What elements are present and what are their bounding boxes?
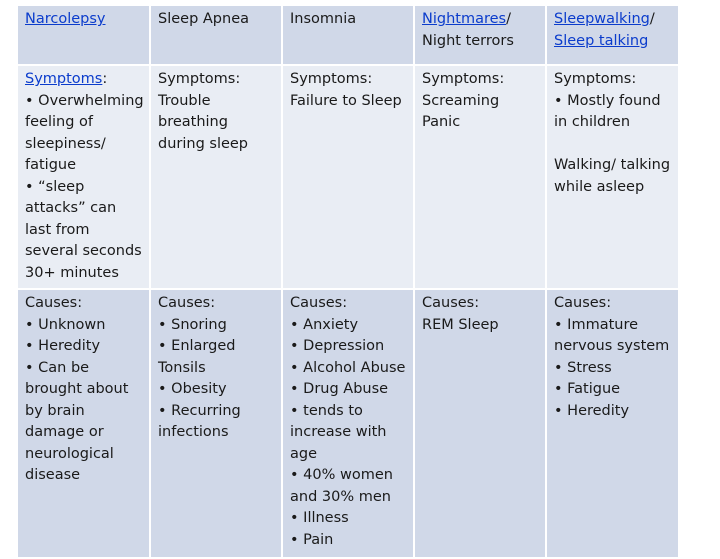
symptoms-row	[18, 65, 678, 289]
cause-item: • Illness	[290, 510, 349, 526]
header-text: Sleep Apnea	[158, 11, 250, 27]
header-cell	[18, 6, 150, 65]
cause-item: • Pain	[290, 531, 334, 548]
header-row	[18, 6, 678, 65]
symptoms-label-text: Symptoms	[422, 71, 500, 87]
cause-item: • Stress	[554, 359, 612, 376]
cause-item: • Enlarged Tonsils	[158, 338, 236, 376]
cause-item: • Fatigue	[554, 381, 621, 397]
symptoms-label	[554, 69, 675, 91]
header-text: Insomnia	[290, 11, 357, 27]
symptoms-cell	[18, 65, 150, 289]
symptoms-label	[290, 69, 410, 91]
symptom-item: • Mostly found in children	[554, 92, 661, 130]
symptoms-cell	[414, 65, 546, 289]
header-text: / Night terrors	[422, 11, 514, 49]
cause-item: • Immature nervous system	[554, 316, 670, 354]
cause-item: • Heredity	[554, 402, 630, 419]
causes-label: Causes:	[422, 295, 480, 311]
causes-cell	[414, 289, 546, 558]
causes-label: Causes:	[158, 295, 216, 311]
cause-item: • Snoring	[158, 316, 227, 333]
symptom-item: Panic	[422, 114, 461, 130]
header-link[interactable]: Narcolepsy	[25, 11, 106, 27]
causes-row	[18, 289, 678, 558]
causes-cell	[282, 289, 414, 558]
symptom-item: Failure to Sleep	[290, 92, 402, 109]
symptoms-label	[158, 69, 278, 91]
colon: :	[102, 71, 108, 87]
symptoms-label	[422, 69, 542, 91]
header-cell	[282, 6, 414, 65]
symptom-item: Screaming	[422, 92, 500, 109]
symptoms-cell	[150, 65, 282, 289]
colon: :	[499, 71, 505, 87]
cause-item: • Can be brought about by brain damage or neurological disease	[25, 359, 129, 483]
cause-item: • tends to increase with age	[290, 402, 387, 462]
causes-cell	[18, 289, 150, 558]
symptoms-label-text: Symptoms	[158, 71, 236, 87]
symptoms-cell	[282, 65, 414, 289]
cause-item: REM Sleep	[422, 316, 499, 333]
symptoms-label-text: Symptoms	[290, 71, 368, 87]
symptom-item: Trouble breathing during sleep	[158, 92, 249, 152]
cause-item: • Unknown	[25, 316, 106, 333]
header-link[interactable]: Nightmares	[422, 11, 507, 27]
cause-item: • Alcohol Abuse	[290, 359, 406, 376]
causes-label: Causes:	[290, 295, 348, 311]
cause-item: • Obesity	[158, 381, 227, 397]
cause-item: • 40% women and 30% men	[290, 467, 393, 505]
symptom-item: • Overwhelming feeling of sleepiness/ fatigue	[25, 92, 144, 173]
header-text: /	[649, 11, 655, 27]
colon: :	[367, 71, 373, 87]
header-cell	[150, 6, 282, 65]
cause-item: • Anxiety	[290, 316, 359, 333]
symptom-item: Walking/ talking while asleep	[554, 157, 671, 195]
header-link[interactable]: Sleepwalking	[554, 11, 650, 27]
colon: :	[235, 71, 241, 87]
header-cell	[414, 6, 546, 65]
cause-item: • Heredity	[25, 338, 101, 354]
header-cell	[546, 6, 678, 65]
causes-cell	[546, 289, 678, 558]
symptoms-cell	[546, 65, 678, 289]
cause-item: • Drug Abuse	[290, 381, 389, 397]
causes-cell	[150, 289, 282, 558]
symptom-item: • “sleep attacks” can last from several seconds 30+ minutes	[25, 178, 142, 281]
symptoms-label	[25, 69, 146, 91]
causes-label: Causes:	[554, 295, 612, 311]
spacer	[554, 134, 675, 156]
colon: :	[631, 71, 637, 87]
symptoms-label-text: Symptoms	[554, 71, 632, 87]
cause-item: • Depression	[290, 338, 385, 354]
cause-item: • Recurring infections	[158, 402, 241, 440]
header-link[interactable]: Sleep talking	[554, 32, 649, 49]
symptoms-link[interactable]: Symptoms	[25, 71, 103, 87]
sleep-disorders-table	[18, 6, 678, 559]
causes-label: Causes:	[25, 295, 83, 311]
